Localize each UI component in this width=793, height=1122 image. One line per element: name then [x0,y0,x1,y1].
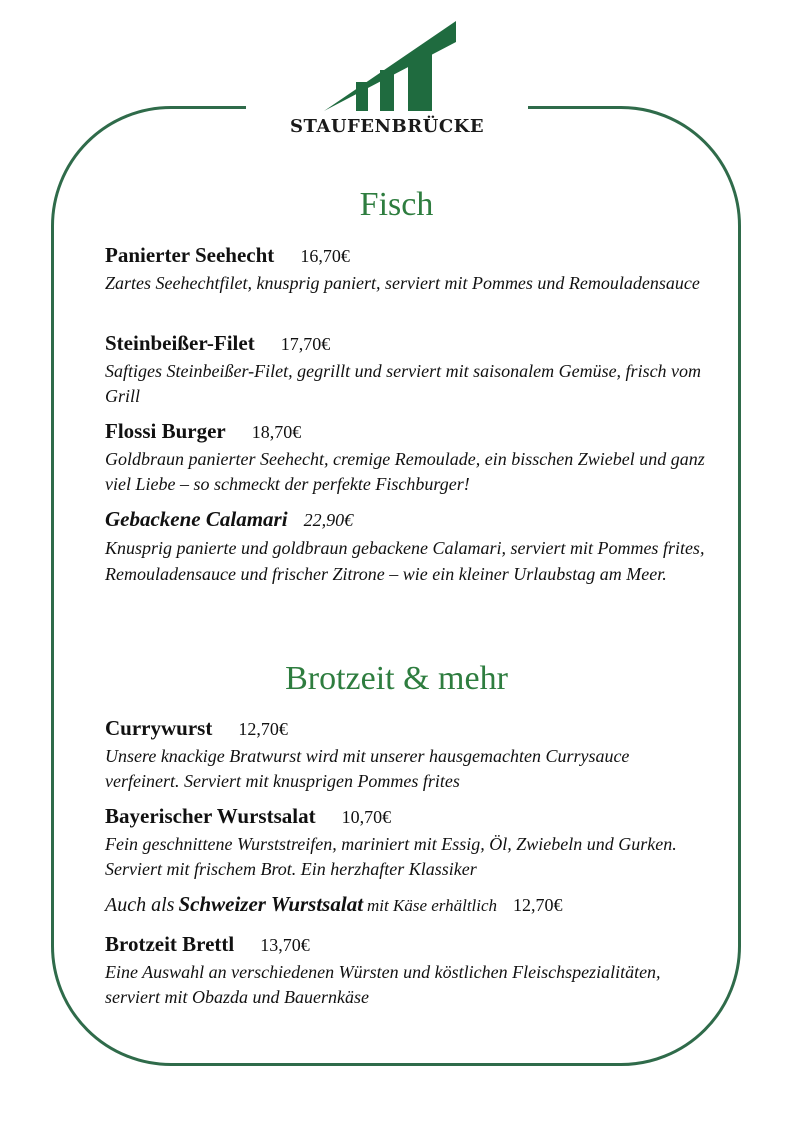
menu-item [105,803,705,881]
variant-price: 12,70€ [513,895,563,915]
item-price: 12,70€ [238,719,288,739]
item-price: 13,70€ [260,935,310,955]
menu-item-variant [105,891,725,920]
item-price: 22,90€ [303,510,354,530]
item-price: 10,70€ [341,807,392,827]
item-price: 18,70€ [251,422,302,442]
item-description: Saftiges Steinbeißer-Filet, gegrillt und serviert mit saisonalem Gemüse, frisch vom Grill [105,361,702,406]
item-description: Zartes Seehechtfilet, knusprig paniert, serviert mit Pommes und Remouladensauce [105,273,700,293]
bridge-logo-icon [320,20,460,112]
item-description: Unsere knackige Bratwurst wird mit unserer hausgemachten Currysauce verfeinert. Serviert mit knusprigen Pommes frites [105,746,630,791]
item-description: Fein geschnittene Wurststreifen, mariniert mit Essig, Öl, Zwiebeln und Gurken. Serviert mit frischem Brot. Ein herzhafter Klassiker [105,834,677,879]
item-name: Panierter Seehecht [105,243,275,267]
item-description: Knusprig panierte und goldbraun gebackene Calamari, serviert mit Pommes frites, Remouladensauce und frischer Zitrone – wie ein kleiner Urlaubstag am Meer. [105,538,705,584]
item-price: 16,70€ [300,246,350,266]
item-price: 17,70€ [280,334,331,354]
item-name: Brotzeit Brettl [105,932,235,956]
section-title-brotzeit: Brotzeit & mehr [285,660,508,697]
item-name: Gebackene Calamari [105,507,288,531]
menu-item [105,931,705,1009]
item-name: Flossi Burger [105,419,226,443]
variant-suffix: mit Käse erhältlich [367,896,498,915]
item-name: Bayerischer Wurstsalat [105,804,316,828]
menu-item [105,330,705,408]
section-title-fisch: Fisch [359,186,434,223]
menu-item [105,715,705,793]
menu-item [105,242,705,296]
brand-name: STAUFENBRÜCKE [289,116,485,137]
item-description: Eine Auswahl an verschiedenen Würsten und köstlichen Fleischspezialitäten, serviert mit Obazda und Bauernkäse [105,962,661,1007]
item-name: Currywurst [105,716,213,740]
item-name: Steinbeißer-Filet [105,331,255,355]
variant-prefix: Auch als [105,894,175,916]
menu-item [105,418,705,496]
variant-name: Schweizer Wurstsalat [178,892,364,916]
menu-item [105,506,705,587]
item-description: Goldbraun panierter Seehecht, cremige Remoulade, ein bisschen Zwiebel und ganz viel Liebe – so schmeckt der perfekte Fischburger! [105,449,705,494]
